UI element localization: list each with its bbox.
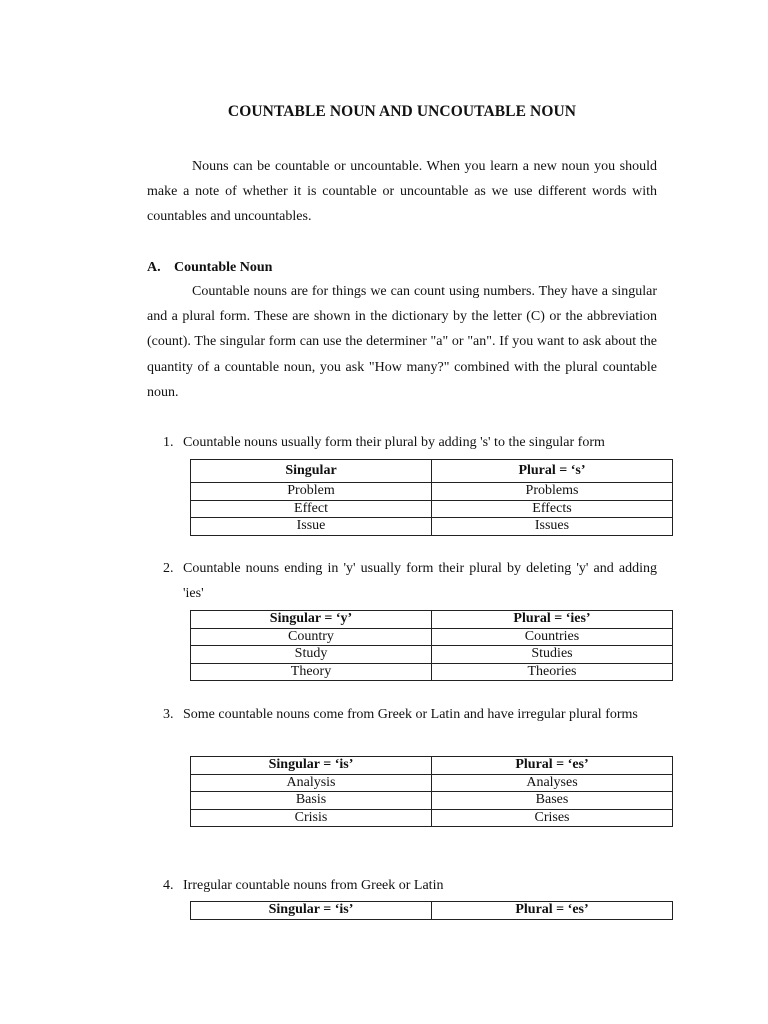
- table-cell: Problem: [191, 483, 432, 501]
- table-header: Singular = ‘is’: [191, 902, 432, 920]
- table-cell: Country: [191, 628, 432, 646]
- plural-table-1: [190, 459, 673, 536]
- list-number: 2.: [163, 561, 174, 576]
- table-cell: Effect: [191, 500, 432, 518]
- table-cell: Effects: [432, 500, 673, 518]
- table-row: [191, 518, 673, 536]
- section-a-heading: [147, 257, 272, 279]
- plural-table-4: [190, 901, 673, 920]
- table-cell: Analysis: [191, 774, 432, 792]
- table-header: Plural = ‘es’: [432, 902, 673, 920]
- table-header-row: [191, 902, 673, 920]
- list-text: Irregular countable nouns from Greek or Latin: [183, 878, 444, 893]
- page-title: COUNTABLE NOUN AND UNCOUTABLE NOUN: [227, 103, 577, 120]
- section-a-paragraph: [147, 279, 657, 405]
- list-number: 3.: [163, 707, 174, 722]
- list-number: 1.: [163, 435, 174, 450]
- list-text: Countable nouns ending in 'y' usually form their plural by deleting 'y' and adding 'ies': [183, 561, 657, 602]
- table-header: Singular = ‘y’: [191, 611, 432, 629]
- section-a-text: Countable nouns are for things we can count using numbers. They have a singular and a plural form. These are shown in the dictionary by the letter (C) or the abbreviation (count). The singular form can use the determiner "a" or "an". If you want to ask about the quantity of a countable noun, you ask "How many?" combined with the plural countable noun.: [147, 284, 657, 400]
- intro-paragraph: [147, 154, 657, 230]
- table-row: [191, 628, 673, 646]
- table-row: [191, 774, 673, 792]
- table-cell: Theories: [432, 663, 673, 681]
- table-row: [191, 663, 673, 681]
- plural-table-3: [190, 756, 673, 827]
- section-title: Countable Noun: [174, 260, 273, 275]
- table-cell: Studies: [432, 646, 673, 664]
- table-cell: Study: [191, 646, 432, 664]
- table-cell: Issue: [191, 518, 432, 536]
- table-header-row: [191, 757, 673, 775]
- table-cell: Analyses: [432, 774, 673, 792]
- table-cell: Issues: [432, 518, 673, 536]
- table-cell: Crises: [432, 809, 673, 827]
- table-cell: Bases: [432, 792, 673, 810]
- list-item-4: [163, 873, 657, 898]
- table-row: [191, 809, 673, 827]
- list-item-1: [163, 430, 657, 455]
- table-row: [191, 646, 673, 664]
- list-item-2: [163, 556, 657, 606]
- table-row: [191, 792, 673, 810]
- list-number: 4.: [163, 878, 174, 893]
- table-header: Singular = ‘is’: [191, 757, 432, 775]
- list-item-3: [163, 702, 657, 727]
- table-cell: Crisis: [191, 809, 432, 827]
- intro-text: Nouns can be countable or uncountable. When you learn a new noun you should make a note of whether it is countable or uncountable as we use different words with countables and uncountables.: [147, 159, 657, 225]
- table-cell: Problems: [432, 483, 673, 501]
- plural-table-2: [190, 610, 673, 681]
- section-letter: A.: [147, 260, 161, 275]
- table-header-row: [191, 460, 673, 483]
- table-header-row: [191, 611, 673, 629]
- table-cell: Basis: [191, 792, 432, 810]
- table-cell: Countries: [432, 628, 673, 646]
- table-cell: Theory: [191, 663, 432, 681]
- table-row: [191, 483, 673, 501]
- table-header: Plural = ‘s’: [432, 460, 673, 483]
- list-text: Some countable nouns come from Greek or Latin and have irregular plural forms: [183, 707, 638, 722]
- table-header: Singular: [191, 460, 432, 483]
- table-header: Plural = ‘ies’: [432, 611, 673, 629]
- list-text: Countable nouns usually form their plural by adding 's' to the singular form: [183, 435, 605, 450]
- table-row: [191, 500, 673, 518]
- table-header: Plural = ‘es’: [432, 757, 673, 775]
